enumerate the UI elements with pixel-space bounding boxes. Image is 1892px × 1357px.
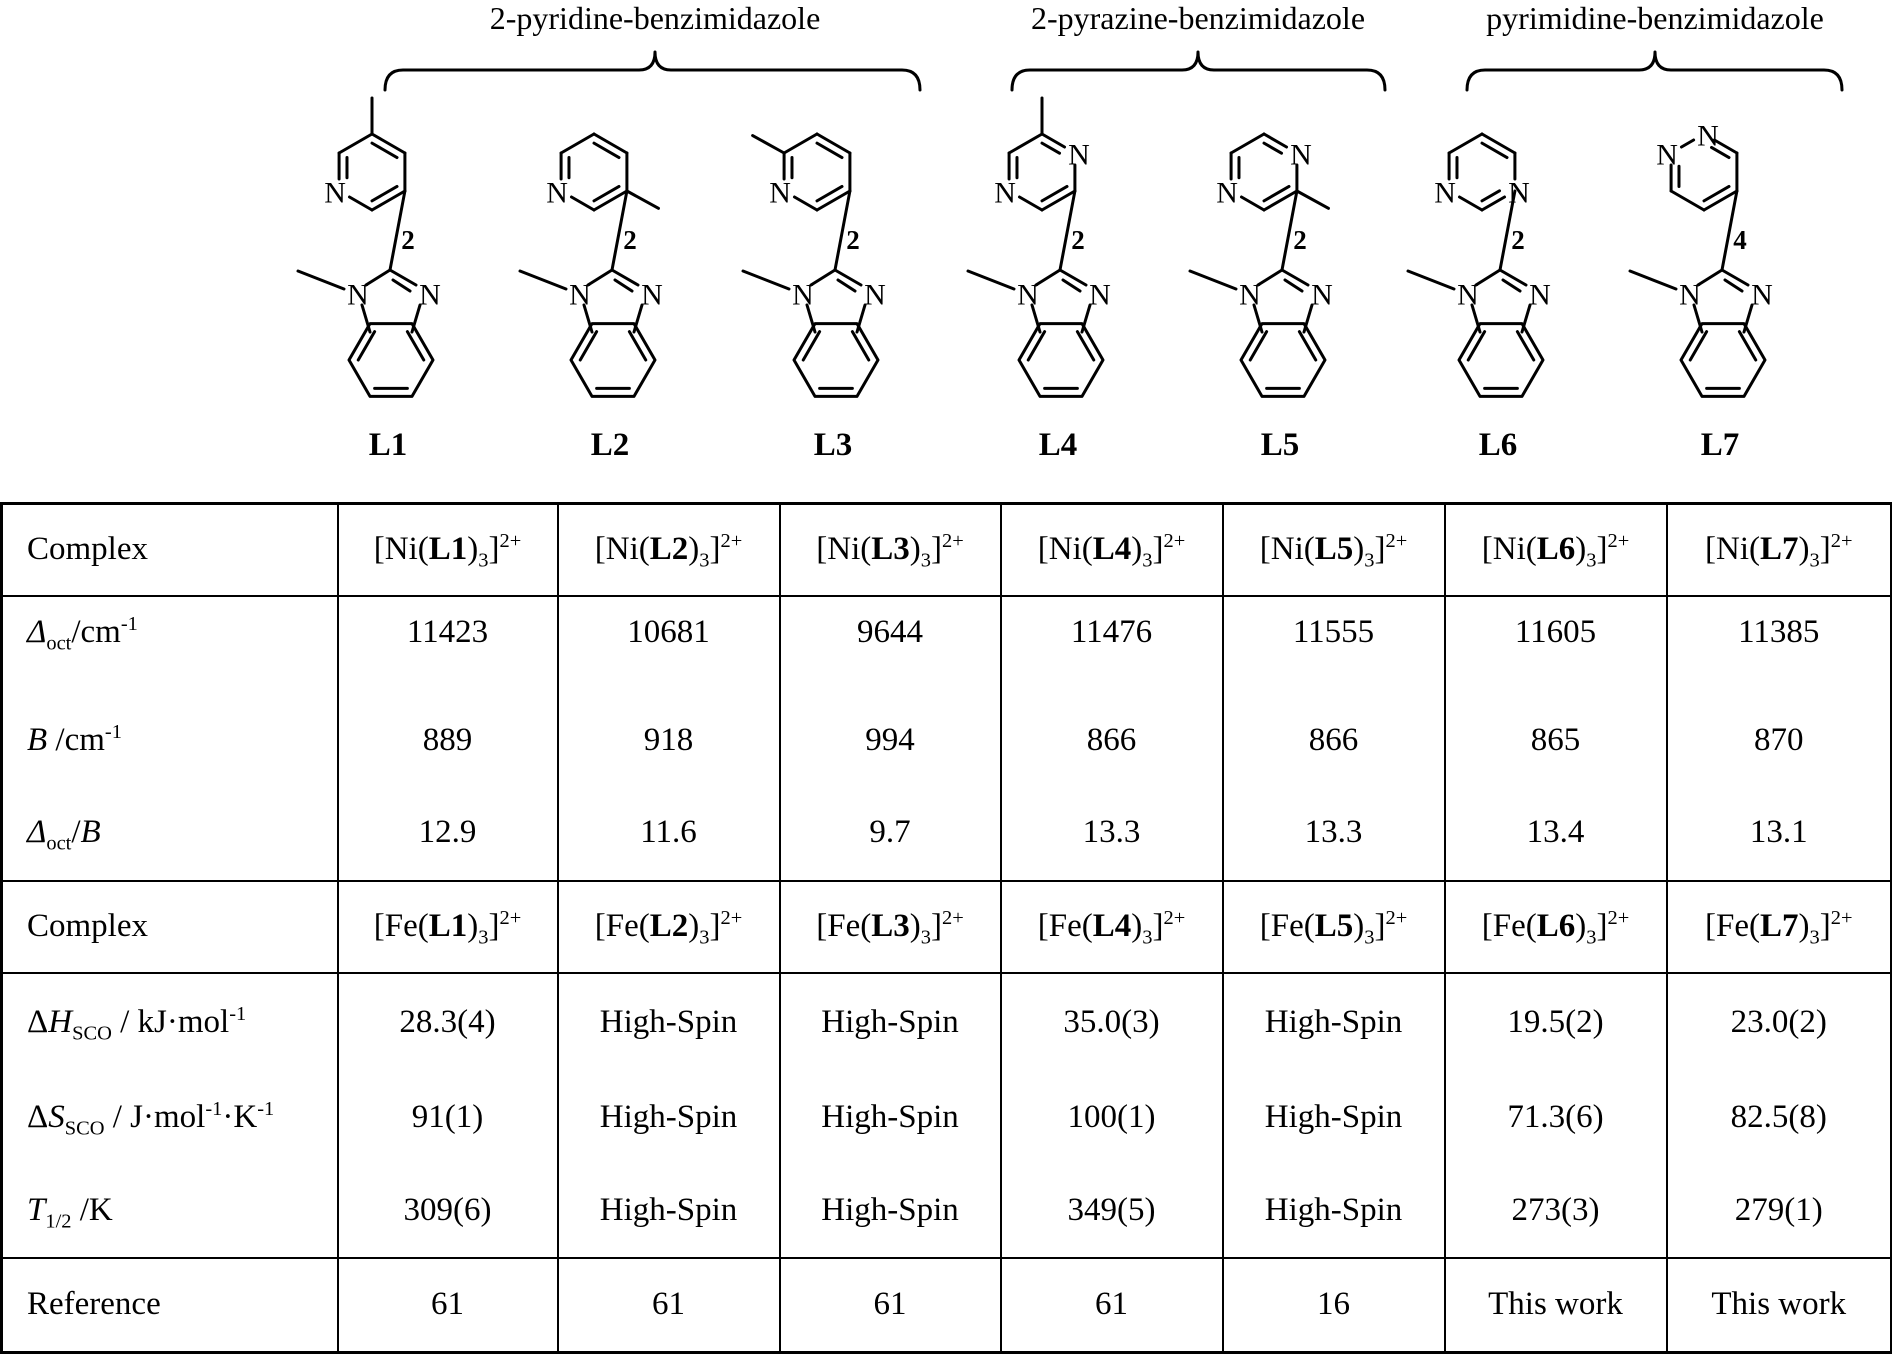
benzene-ring (1241, 324, 1325, 397)
value-cell: 11.6 (558, 786, 780, 880)
double-bond (580, 332, 596, 360)
ligand-label: L1 (368, 427, 408, 463)
ring-bond (794, 197, 817, 210)
ring-bond (1449, 134, 1482, 153)
atom-label: N (1311, 278, 1333, 312)
double-bond (1739, 332, 1755, 360)
value-cell: 13.4 (1445, 786, 1667, 880)
ring-bond (784, 134, 817, 153)
double-bond (1482, 191, 1500, 201)
dh-row (2, 973, 1892, 1071)
ring-bond (571, 197, 594, 210)
benzene-ring (1459, 324, 1543, 397)
reference-cell: 61 (1001, 1258, 1223, 1352)
complex-cell: $[Ni(L1)_3]^{2+}$ (338, 504, 558, 596)
complex-cell: $[Ni(L7)_3]^{2+}$ (1667, 504, 1892, 596)
value-cell: 35.0(3) (1001, 973, 1223, 1071)
reference-cell: 61 (558, 1258, 780, 1352)
row-header-ratio: $\Delta_{oct}/B$ (2, 786, 338, 880)
complex-cell: $[Fe(L7)_3]^{2+}$ (1667, 881, 1892, 973)
value-cell: 13.3 (1223, 786, 1445, 880)
attachment-position: 2 (1511, 225, 1525, 255)
value-cell: 23.0(2) (1667, 973, 1892, 1071)
methyl-bond (298, 271, 344, 289)
bond (366, 270, 390, 285)
ring-bond (817, 191, 850, 210)
reference-row (2, 1258, 1892, 1352)
attachment-position: 4 (1733, 225, 1747, 255)
ligand-structures-drawing (0, 0, 1892, 480)
value-cell: 866 (1001, 694, 1223, 786)
row-header-ds: $\Delta S_{SCO} / J\cdot mol^{-1}\cdot K^{-1}$ (2, 1072, 338, 1164)
value-cell: High-Spin (1223, 973, 1445, 1071)
double-bond (629, 332, 645, 360)
group-label-3: pyrimidine-benzimidazole (1486, 0, 1824, 36)
bond (1282, 270, 1308, 285)
ring-bond (339, 134, 372, 153)
methyl-bond (1630, 271, 1676, 289)
row-header-reference: Reference (2, 1258, 338, 1352)
value-cell: 19.5(2) (1445, 973, 1667, 1071)
value-cell: High-Spin (558, 1164, 780, 1258)
value-cell: 889 (338, 694, 558, 786)
atom-label: N (569, 278, 591, 312)
atom-label: N (994, 176, 1016, 210)
methyl-bond (968, 271, 1014, 289)
complex-cell: $[Fe(L4)_3]^{2+}$ (1001, 881, 1223, 973)
value-cell: 100(1) (1001, 1072, 1223, 1164)
complex-cell: $[Fe(L5)_3]^{2+}$ (1223, 881, 1445, 973)
atom-label: N (1508, 176, 1530, 210)
reference-cell: 61 (338, 1258, 558, 1352)
atom-label: N (641, 278, 663, 312)
group-bracket-3 (1467, 0, 1842, 90)
bond (811, 270, 835, 285)
methyl-bond (627, 191, 659, 208)
atom-label: N (864, 278, 886, 312)
atom-label: N (1239, 278, 1261, 312)
bond (1722, 270, 1748, 285)
double-bond (852, 332, 868, 360)
reference-cell: 16 (1223, 1258, 1445, 1352)
value-cell: 866 (1223, 694, 1445, 786)
ring-bond (1681, 140, 1693, 147)
bond (1060, 270, 1086, 285)
attachment-position: 2 (846, 225, 860, 255)
row-header-b: B $/cm^{-1}$ (2, 694, 338, 786)
double-bond (1028, 332, 1044, 360)
value-cell: 9.7 (780, 786, 1001, 880)
value-cell: 918 (558, 694, 780, 786)
value-cell: 11605 (1445, 596, 1667, 694)
value-cell: High-Spin (558, 973, 780, 1071)
ligand-label: L5 (1260, 427, 1300, 463)
benzene-ring (571, 324, 655, 397)
complex-cell: $[Fe(L3)_3]^{2+}$ (780, 881, 1001, 973)
benzene-ring (349, 324, 433, 397)
complex-cell: $[Ni(L2)_3]^{2+}$ (558, 504, 780, 596)
atom-label: N (1089, 278, 1111, 312)
ring-bond (594, 134, 627, 153)
reference-cell: 61 (780, 1258, 1001, 1352)
ligand-structure-L6 (1408, 134, 1551, 463)
value-cell: High-Spin (558, 1072, 780, 1164)
bond (612, 270, 638, 285)
atom-label: N (419, 278, 441, 312)
methyl-bond (1297, 191, 1329, 208)
value-cell: 13.3 (1001, 786, 1223, 880)
value-cell: 11385 (1667, 596, 1892, 694)
bond (1698, 270, 1722, 285)
row-header-complex: Complex (2, 504, 338, 596)
row-header-dh: $\Delta H_{SCO} / kJ\cdot mol^{-1}$ (2, 973, 338, 1071)
bond (390, 270, 416, 285)
complex-cell: $[Ni(L4)_3]^{2+}$ (1001, 504, 1223, 596)
value-cell: 13.1 (1667, 786, 1892, 880)
methyl-bond (1190, 271, 1236, 289)
ni-complex-row (2, 504, 1892, 596)
value-cell: 870 (1667, 694, 1892, 786)
value-cell: 273(3) (1445, 1164, 1667, 1258)
double-bond (1077, 332, 1093, 360)
atom-label: N (347, 278, 369, 312)
benzene-ring (1019, 324, 1103, 397)
ring-bond (594, 191, 627, 210)
value-cell: 91(1) (338, 1072, 558, 1164)
value-cell: High-Spin (780, 973, 1001, 1071)
value-cell: 11555 (1223, 596, 1445, 694)
brace-line (385, 52, 920, 90)
delta-oct-row (2, 596, 1892, 694)
value-cell: High-Spin (1223, 1072, 1445, 1164)
double-bond (1517, 332, 1533, 360)
racah-b-row (2, 694, 1892, 786)
ring-bond (1009, 134, 1042, 153)
ligand-label: L3 (813, 427, 853, 463)
complex-cell: $[Fe(L2)_3]^{2+}$ (558, 881, 780, 973)
bond (835, 270, 861, 285)
ring-bond (1482, 134, 1515, 153)
ring-bond (1459, 197, 1482, 210)
benzene-ring (794, 324, 878, 397)
ring-bond (1704, 191, 1737, 210)
value-cell: 9644 (780, 596, 1001, 694)
value-cell: High-Spin (1223, 1164, 1445, 1258)
atom-label: N (1017, 278, 1039, 312)
double-bond (1264, 143, 1282, 153)
ring-bond (817, 134, 850, 153)
fe-complex-row (2, 881, 1892, 973)
methyl-bond (743, 271, 789, 289)
row-header-delta-oct: $\Delta_{oct}/cm^{-1}$ (2, 596, 338, 694)
ligand-structure-L4 (968, 98, 1111, 463)
ring-bond (372, 191, 405, 210)
group-bracket-1 (385, 0, 920, 90)
double-bond (1468, 332, 1484, 360)
ligand-structure-L2 (520, 134, 663, 463)
ligand-structure-L5 (1190, 134, 1333, 463)
row-header-complex: Complex (2, 881, 338, 973)
ratio-row (2, 786, 1892, 880)
value-cell: 11476 (1001, 596, 1223, 694)
complex-cell: $[Ni(L6)_3]^{2+}$ (1445, 504, 1667, 596)
attachment-position: 2 (1071, 225, 1085, 255)
value-cell: 11423 (338, 596, 558, 694)
brace-line (1012, 52, 1385, 90)
properties-table (0, 502, 1892, 1354)
atom-label: N (1679, 278, 1701, 312)
atom-label: N (546, 176, 568, 210)
value-cell: 865 (1445, 694, 1667, 786)
methyl-bond (1408, 271, 1454, 289)
atom-label: N (792, 278, 814, 312)
atom-label: N (1656, 138, 1678, 172)
ring-bond (1042, 191, 1075, 210)
complex-cell: $[Ni(L3)_3]^{2+}$ (780, 504, 1001, 596)
value-cell: 12.9 (338, 786, 558, 880)
brace-line (1467, 52, 1842, 90)
atom-label: N (769, 176, 791, 210)
ring-bond (349, 197, 372, 210)
double-bond (803, 332, 819, 360)
bond (588, 270, 612, 285)
ring-bond (372, 134, 405, 153)
atom-label: N (1457, 278, 1479, 312)
bond (1036, 270, 1060, 285)
value-cell: 349(5) (1001, 1164, 1223, 1258)
reference-cell: This work (1445, 1258, 1667, 1352)
attachment-position: 2 (623, 225, 637, 255)
atom-label: N (1290, 138, 1312, 172)
complex-cell: $[Fe(L1)_3]^{2+}$ (338, 881, 558, 973)
complex-cell: $[Ni(L5)_3]^{2+}$ (1223, 504, 1445, 596)
ligand-structure-L3 (743, 134, 886, 463)
value-cell: 994 (780, 694, 1001, 786)
atom-label: N (1434, 176, 1456, 210)
ring-bond (1241, 197, 1264, 210)
value-cell: 71.3(6) (1445, 1072, 1667, 1164)
ligand-structure-L1 (298, 98, 441, 463)
row-header-t-half: $T_{1/2}$ /K (2, 1164, 338, 1258)
value-cell: High-Spin (780, 1072, 1001, 1164)
value-cell: 309(6) (338, 1164, 558, 1258)
ligand-label: L7 (1700, 427, 1740, 463)
atom-label: N (1216, 176, 1238, 210)
group-label-2: 2-pyrazine-benzimidazole (1030, 0, 1366, 36)
ligand-label: L2 (590, 427, 630, 463)
attachment-position: 2 (1293, 225, 1307, 255)
group-bracket-2 (1012, 0, 1385, 90)
value-cell: 82.5(8) (1667, 1072, 1892, 1164)
atom-label: N (1068, 138, 1090, 172)
ring-bond (561, 134, 594, 153)
t-half-row (2, 1164, 1892, 1258)
value-cell: 28.3(4) (338, 973, 558, 1071)
methyl-bond (520, 271, 566, 289)
benzene-ring (1681, 324, 1765, 397)
methyl-bond (753, 136, 784, 153)
atom-label: N (1751, 278, 1773, 312)
double-bond (1042, 143, 1060, 153)
atom-label: N (324, 176, 346, 210)
ds-row (2, 1072, 1892, 1164)
ring-bond (1264, 191, 1297, 210)
ligand-structures-panel (0, 0, 1892, 480)
bond (1476, 270, 1500, 285)
double-bond (1690, 332, 1706, 360)
bond (1500, 270, 1526, 285)
double-bond (407, 332, 423, 360)
double-bond (1250, 332, 1266, 360)
attachment-position: 2 (401, 225, 415, 255)
ligand-label: L6 (1478, 427, 1518, 463)
ring-bond (1231, 134, 1264, 153)
ring-bond (1671, 191, 1704, 210)
group-label-1: 2-pyridine-benzimidazole (489, 0, 821, 36)
double-bond (358, 332, 374, 360)
value-cell: 279(1) (1667, 1164, 1892, 1258)
ligand-label: L4 (1038, 427, 1078, 463)
double-bond (1299, 332, 1315, 360)
ring-bond (1019, 197, 1042, 210)
complex-cell: $[Fe(L6)_3]^{2+}$ (1445, 881, 1667, 973)
reference-cell: This work (1667, 1258, 1892, 1352)
ligand-structure-L7 (1630, 120, 1773, 464)
bond (1258, 270, 1282, 285)
value-cell: 10681 (558, 596, 780, 694)
atom-label: N (1529, 278, 1551, 312)
value-cell: High-Spin (780, 1164, 1001, 1258)
atom-label: N (1697, 119, 1719, 153)
